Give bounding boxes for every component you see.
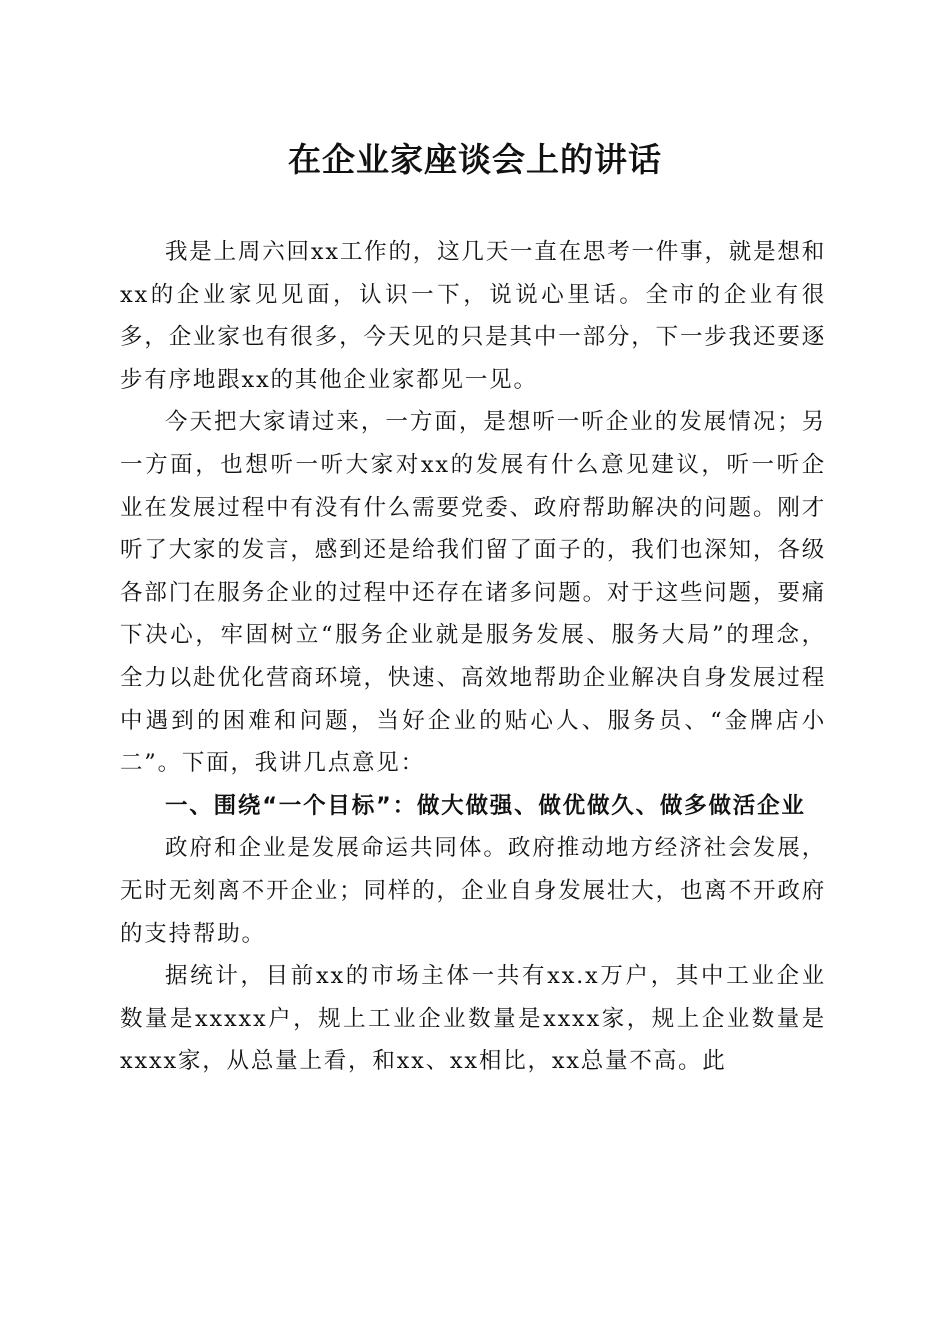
document-body — [120, 231, 826, 1083]
paragraph-intro: 我是上周六回xx工作的，这几天一直在思考一件事，就是想和xx的企业家见见面，认识一下，说说心里话。全市的企业有很多，企业家也有很多，今天见的只是其中一部分，下一步我还要逐步有序地跟xx的其他企业家都见一见。 — [120, 239, 826, 393]
paragraph-purpose: 今天把大家请过来，一方面，是想听一听企业的发展情况；另一方面，也想听一听大家对xx的发展有什么意见建议，听一听企业在发展过程中有没有什么需要党委、政府帮助解决的问题。刚才听了大家的发言，感到还是给我们留了面子的，我们也深知，各级各部门在服务企业的过程中还存在诸多问题。对于这些问题，要痛下决心，牢固树立“服务企业就是服务发展、服务大局”的理念，全力以赴优化营商环境，快速、高效地帮助企业解决自身发展过程中遇到的困难和问题，当好企业的贴心人、服务员、“金牌店小二”。下面，我讲几点意见： — [120, 409, 826, 777]
section-heading: 一、围绕“一个目标”：做大做强、做优做久、做多做活企业 — [165, 792, 806, 819]
paragraph-section-1: 政府和企业是发展命运共同体。政府推动地方经济社会发展，无时无刻离不开企业；同样的，企业自身发展壮大，也离不开政府的支持帮助。 — [120, 835, 826, 947]
document-title: 在企业家座谈会上的讲话 — [288, 140, 662, 179]
paragraph-section-2: 据统计，目前xx的市场主体一共有xx.x万户，其中工业企业数量是xxxxx户，规上工业企业数量是xxxx家，规上企业数量是xxxx家，从总量上看，和xx、xx相比，xx总量不高。此 — [120, 963, 826, 1075]
